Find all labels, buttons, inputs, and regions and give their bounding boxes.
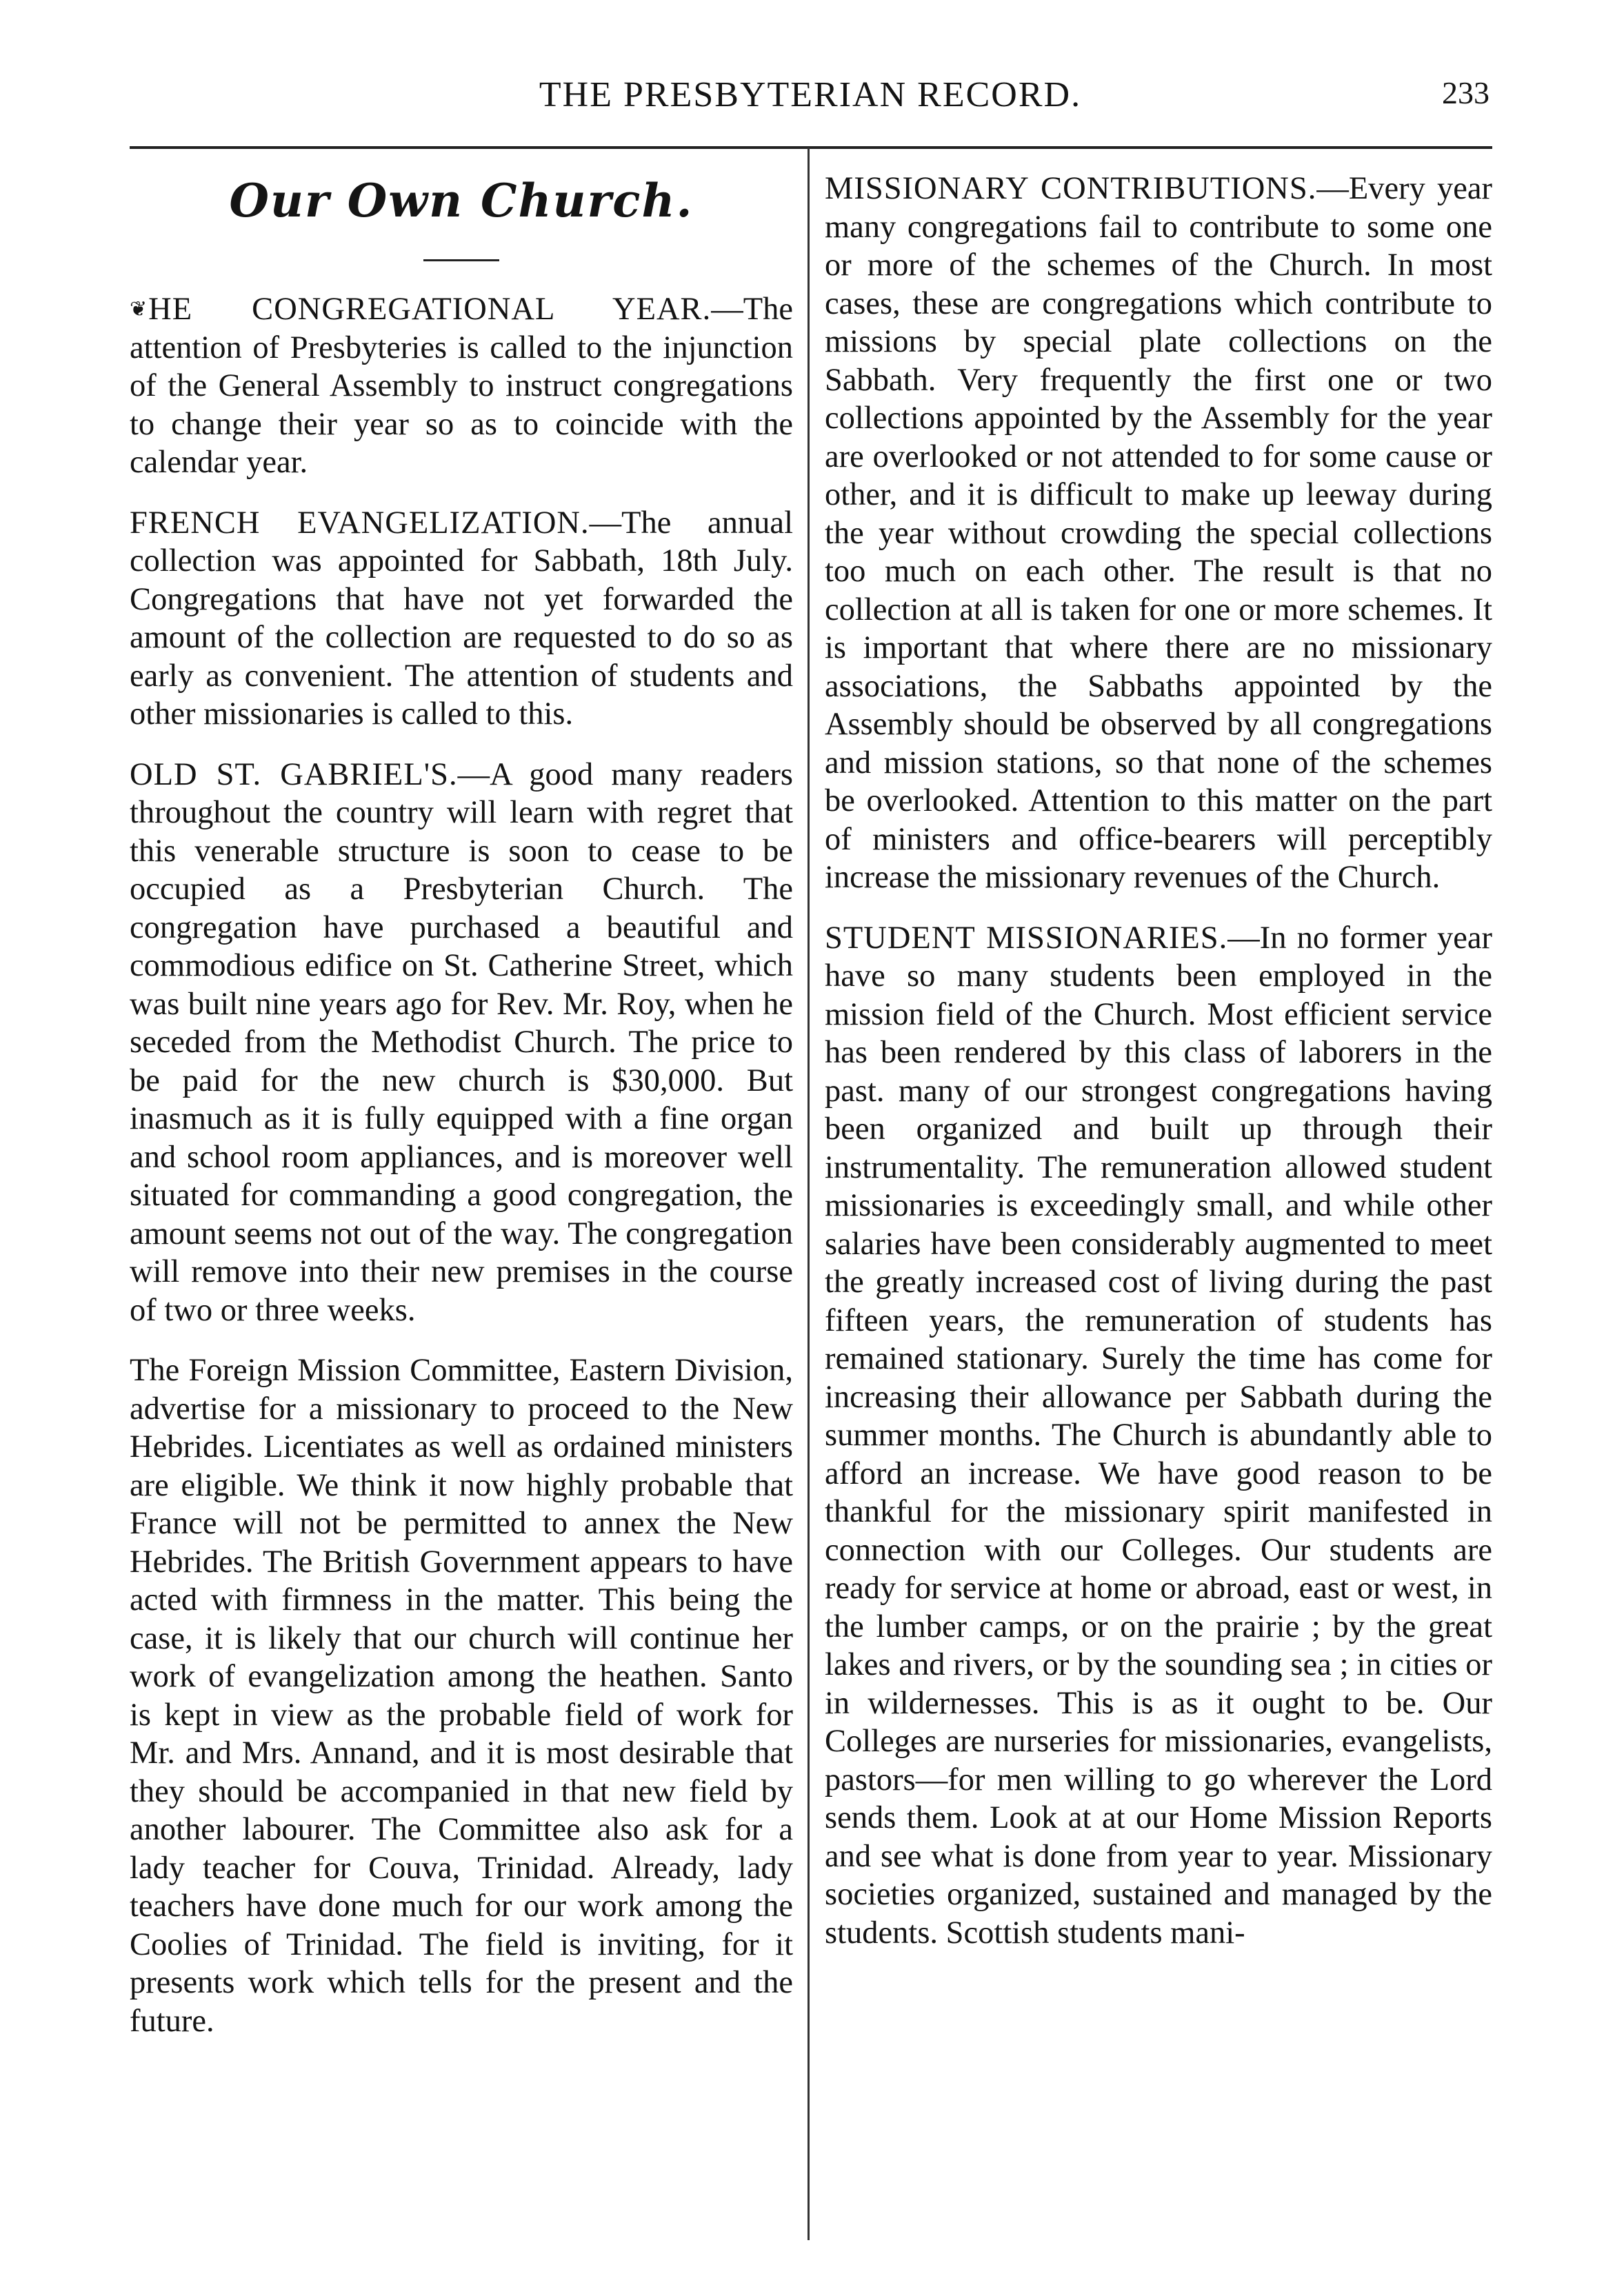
article-foreign-mission [130, 1351, 793, 2040]
article-body: The Foreign Mission Committee, Eastern Division, advertise for a missionary to proceed to the New Hebrides. Licentiates as well as ordained ministers are eligible. We think it now highly probable that France will not be permitted to annex the New Hebrides. The British Government appears to have acted with firmness in the matter. This being the case, it is likely that our church will continue her work of evangelization among the heathen. Santo is kept in view as the probable field of work for Mr. and Mrs. Annand, and it is most desirable that they should be accompanied in that new field by another labourer. The Committee also ask for a lady teacher for Couva, Trinidad. Already, lady teachers have done much for our work among the Coolies of Trinidad. The field is inviting, for it presents work which tells for the present and the future. [130, 1353, 793, 2039]
title-rule [423, 259, 499, 261]
journal-title: THE PRESBYTERIAN RECORD. [539, 75, 1082, 114]
article-body: —The annual collection was appointed for Sabbath, 18th July. Congregations that have not yet forwarded the amount of the collection are requested to do so as early as convenient. The attention of students and other missionaries is called to this. [130, 505, 793, 732]
article-missionary-contributions [825, 170, 1492, 897]
running-head [131, 74, 1489, 116]
right-column [825, 170, 1492, 1974]
column-divider [808, 148, 810, 2240]
header-rule [130, 146, 1492, 149]
article-old-st-gabriels [130, 756, 793, 1330]
page-number: 233 [1442, 75, 1489, 110]
article-body: —The attention of Presbyteries is called to the injunction of the General Assembly to instruct congregations to change their year so as to coincide with the calendar year. [130, 292, 793, 480]
article-heading: OLD ST. GABRIEL'S. [130, 756, 458, 792]
article-body: —In no former year have so many students been employed in the mission field of the Church. Most efficient service has been rendered by this class of laborers in the past. many of our strongest congregations having been organized and built up through their instrumentality. The remuneration allowed student missionaries is exceedingly small, and while other salaries have been considerably augmented to meet the greatly increased cost of living during the past fifteen years, the remuneration of students has remained stationary. Surely the time has come for increasing their allowance per Sabbath during the summer months. The Church is abundantly able to afford an increase. We have good reason to be thankful for the missionary spirit manifested in connection with our Colleges. Our students are ready for service at home or abroad, east or west, in the lumber camps, or on the prairie ; by the great lakes and rivers, or by the sounding sea ; in cities or in wildernesses. This is as it ought to be. Our Colleges are nurseries for missionaries, evangelists, pastors—for men willing to go wherever the Lord sends them. Look at at our Home Mission Reports and see what is done from year to year. Missionary societies organized, sustained and managed by the students. Scottish students mani- [825, 920, 1492, 1951]
section-title: Our Own Church. [229, 174, 694, 228]
article-french-evangelization [130, 504, 793, 734]
article-heading: FRENCH EVANGELIZATION. [130, 505, 590, 541]
article-heading: STUDENT MISSIONARIES. [825, 920, 1228, 956]
article-heading: MISSIONARY CONTRIBUTIONS. [825, 171, 1317, 206]
article-heading: HE CONGREGATIONAL YEAR. [148, 292, 712, 327]
article-body: —A good many readers throughout the country will learn with regret that this venerable structure is soon to cease to be occupied as a Presbyterian Church. The congregation have purchased a beautiful and commodious edifice on St. Catherine Street, which was built nine years ago for Rev. Mr. Roy, when he seceded from the Methodist Church. The price to be paid for the new church is $30,000. But inasmuch as it is fully equipped with a fine organ and school room appliances, and is moreover well situated for commanding a good congregation, the amount seems not out of the way. The congregation will remove into their new premises in the course of two or three weeks. [130, 756, 793, 1328]
left-column [130, 170, 793, 2062]
article-congregational-year [130, 290, 793, 482]
ornament-icon: ❦ [130, 298, 148, 321]
article-student-missionaries [825, 919, 1492, 1953]
article-body: —Every year many congregations fail to contribute to some one or more of the schemes of the Church. In most cases, these are congregations which contribute to missions by special plate collections on the Sabbath. Very frequently the first one or two collections appointed by the Assembly for the year are overlooked or not attended to for some cause or other, and it is difficult to make up leeway during the year without crowding the special collections too much on each other. The result is that no collection at all is taken for one or more schemes. It is important that where there are no missionary associations, the Sabbaths appointed by the Assembly should be observed by all congregations and mission stations, so that none of the schemes be overlooked. Attention to this matter on the part of ministers and office-bearers will perceptibly increase the missionary revenues of the Church. [825, 171, 1492, 895]
